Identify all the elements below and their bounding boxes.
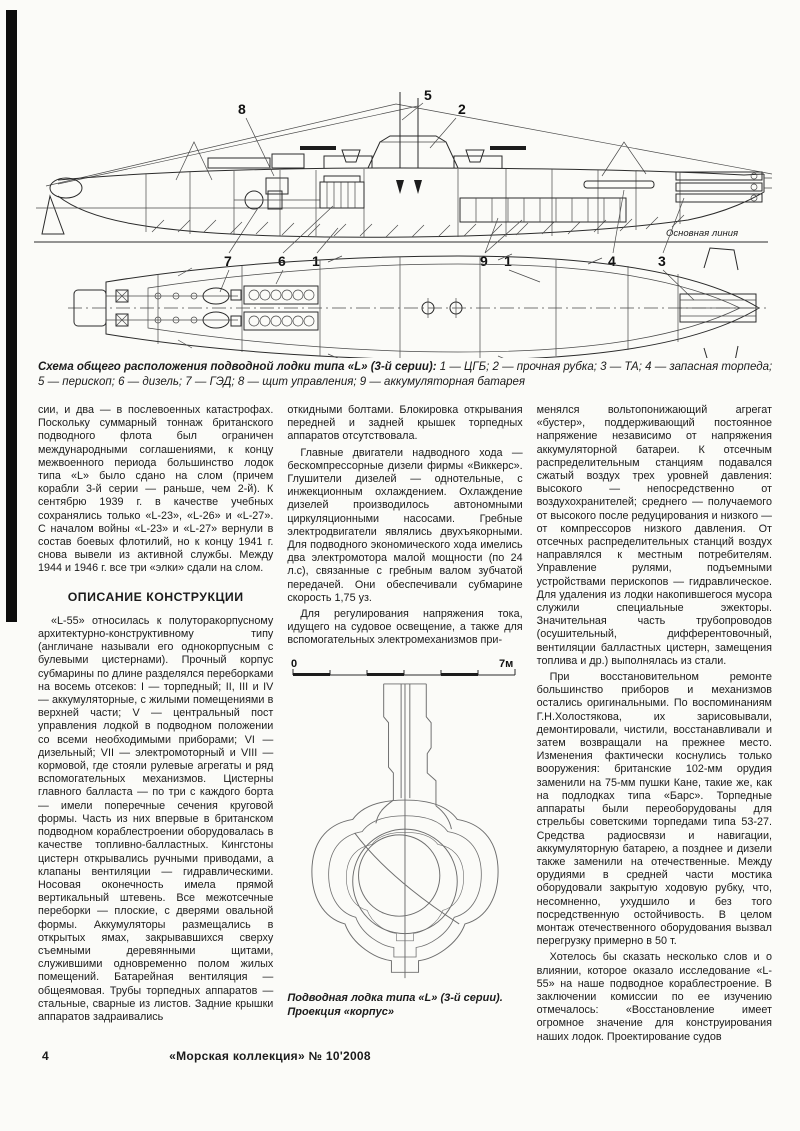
paragraph: При восстановительном ремонте большинство приборов и механизмов остались оригинальными. По воспоминаниям Г.Н.Холостякова, их зарисовывали, демонтировали, чистили, восстанавливали и затем возвращали на прежнее место. Изменения фактически коснулись только вооружения: британские 102-мм орудия заменили на 75-мм пушки Кане, такие же, как на подлодках типа «Барс». Торпедные аппараты были переоборудованы для стрельбы советскими торпедами типа 53-27. Средства радиосвязи и навигации, аккумуляторную батарею, а позднее и дизели также заменили на отечественные. Между орудиями в средней части мостика оборудовали закрытую ходовую рубку, что, несомненно, ухудшило и без того посредственную остойчивость. В целом монтаж отечественного оборудования вызвал перегрузку примерно в 50 т. xyxy=(536,671,772,948)
callout-1a: 1 xyxy=(312,253,320,269)
scale-bar xyxy=(287,656,522,682)
general-arrangement-diagram xyxy=(28,84,772,358)
article-body xyxy=(38,404,772,1044)
baseline-label: Основная линия xyxy=(666,228,739,239)
scale-end-label: 7м xyxy=(499,657,514,670)
paragraph: Хотелось бы сказать несколько слов и о влиянии, которое оказало исследование «L-55» на наше подводное кораблестроение. В заключении комиссии по ее изучению отмечалось: «Восстановление имеет огромное значение для конструирования наших лодок. Проектирование судов xyxy=(536,951,772,1043)
paragraph: сии, и два — в послевоенных катастрофах. Поскольку суммарный тоннаж британского подводного флота был ограничен международными соглашениями, к концу межвоенного периода большинство лодок типа «L» было сдано на слом (причем корабли 3-й серии — раньше, чем 2-й). К сентябрю 1939 г. в качестве учебных сохранялись только «L-23», «L-26» и «L-27». С началом войны «L-23» и «L-27» вернули в состав боевых флотилий, но к концу 1941 г. снова вывели из активной службы. Между 1944 и 1946 г. все три «элки» сдали на слом. xyxy=(38,404,274,575)
paragraph: «L-55» относилась к полуторакорпусному архитектурно-конструктивному типу (англичане называли его однокорпусным с булевыми цистернами). Прочный корпус субмарины по длине разделялся переборками на восемь отсеков: I — торпедный; II, III и IV — аккумуляторные, с жилыми помещениями в верхней части; V — центральный пост управления лодкой в подводном положении со всеми необходимыми приборами; VI — дизельный; VII — электромоторный и VIII — кормовой, где стояли рулевые агрегаты и ряд вспомогательных механизмов. Цистерны главного балласта — по три с каждого борта — имели поперечные сечения круговой формы. Часть из них впервые в британском подводном кораблестроении оборудовалась в качестве топливно-балластных. Кингстоны цистерн открывались ручными приводами, а клапаны вентиляции — гидравлическими. Носовая оконечность имела прямой вертикальный штевень. Все межотсечные переборки — плоские, с дверями овальной формы. Аккумуляторы размещались в открытых ямах, закрывавшихся сверху съемными деревянными щитами, служившими одновременно полом жилых помещений. Батарейная вентиляция — общеямовая. Трубы торпедных аппаратов — стальные, сварные из листов. Задние крышки аппаратов задраивались xyxy=(38,614,274,1023)
column-3 xyxy=(537,404,772,1044)
scale-start-label: 0 xyxy=(291,657,298,670)
general-arrangement-figure xyxy=(28,84,772,358)
callout-1b: 1 xyxy=(504,253,512,269)
column-1 xyxy=(38,404,273,1044)
hull-section-figure xyxy=(287,656,522,1019)
paragraph: Главные двигатели надводного хода — бескомпрессорные дизели фирмы «Виккерс». Глушители дизелей — однотельные, с инжекционным охлаждением. Охлаждение дизелей производилось автономными циркуляционными насосами. Гребные электродвигатели являлись двухъякорными. Для подводного экономического хода имелись два электромотора малой мощности (по 24 л.с), связанные с гребным валом зубчатой передачей. Они обеспечивали субмарине скорость 1,75 уз. xyxy=(287,446,523,604)
caption-lead: Схема общего расположения подводной лодки типа «L» (3-й серии): xyxy=(38,361,437,373)
callout-8: 8 xyxy=(238,101,246,117)
callout-7: 7 xyxy=(224,253,232,269)
column-2 xyxy=(287,404,522,1044)
caption-items: 1 — ЦГБ; 2 — прочная рубка; 3 — ТА; 4 — запасная торпеда; 5 — перископ; 6 — дизель; 7 — ГЭД; 8 — щит управления; 9 — аккумуляторная батарея xyxy=(38,361,773,388)
callout-3: 3 xyxy=(658,253,666,269)
body-plan-diagram xyxy=(287,682,522,982)
journal-footer: «Морская коллекция» № 10'2008 xyxy=(169,1049,371,1063)
section-heading: ОПИСАНИЕ КОНСТРУКЦИИ xyxy=(67,589,244,604)
callout-4: 4 xyxy=(608,253,616,269)
top-figure-caption xyxy=(38,360,774,389)
callout-2: 2 xyxy=(458,101,466,117)
paragraph: откидными болтами. Блокировка открывания передней и задней крышек торпедных аппаратов отсутствовала. xyxy=(287,404,523,443)
page-number: 4 xyxy=(42,1049,49,1063)
scan-edge-bar xyxy=(6,10,17,622)
callout-6: 6 xyxy=(278,253,286,269)
paragraph: Для регулирования напряжения тока, идущего на судовое освещение, а также для вспомогательных электромеханизмов при- xyxy=(287,608,523,647)
callout-9: 9 xyxy=(480,253,488,269)
callout-5: 5 xyxy=(424,87,432,103)
paragraph: менялся вольтопонижающий агрегат «бустер», поддерживающий постоянное напряжение независимо от напряжения аккумуляторной батареи. К отсечным распределительным станциям подавался сжатый воздух трех уровней давления: высокого — непосредственно от воздухохранителей; среднего — получаемого от высокого после редуцирования и низкого — от компрессоров низкого давления. От отсечных распределительных станций воздух направлялся к местным потребителям. Управление рулями, подъемными устройствами перископов — гидравлическое. Для удаления из лодки накопившегося мусора служили специальные эжекторы. Значительная часть трубопроводов (осушительный, дифферентовочный, вентиляции балластных цистерн, замещения топлива и др.) выполнялась из стали. xyxy=(536,404,772,667)
mid-figure-caption: Подводная лодка типа «L» (3-й серии). Проекция «корпус» xyxy=(287,991,503,1018)
